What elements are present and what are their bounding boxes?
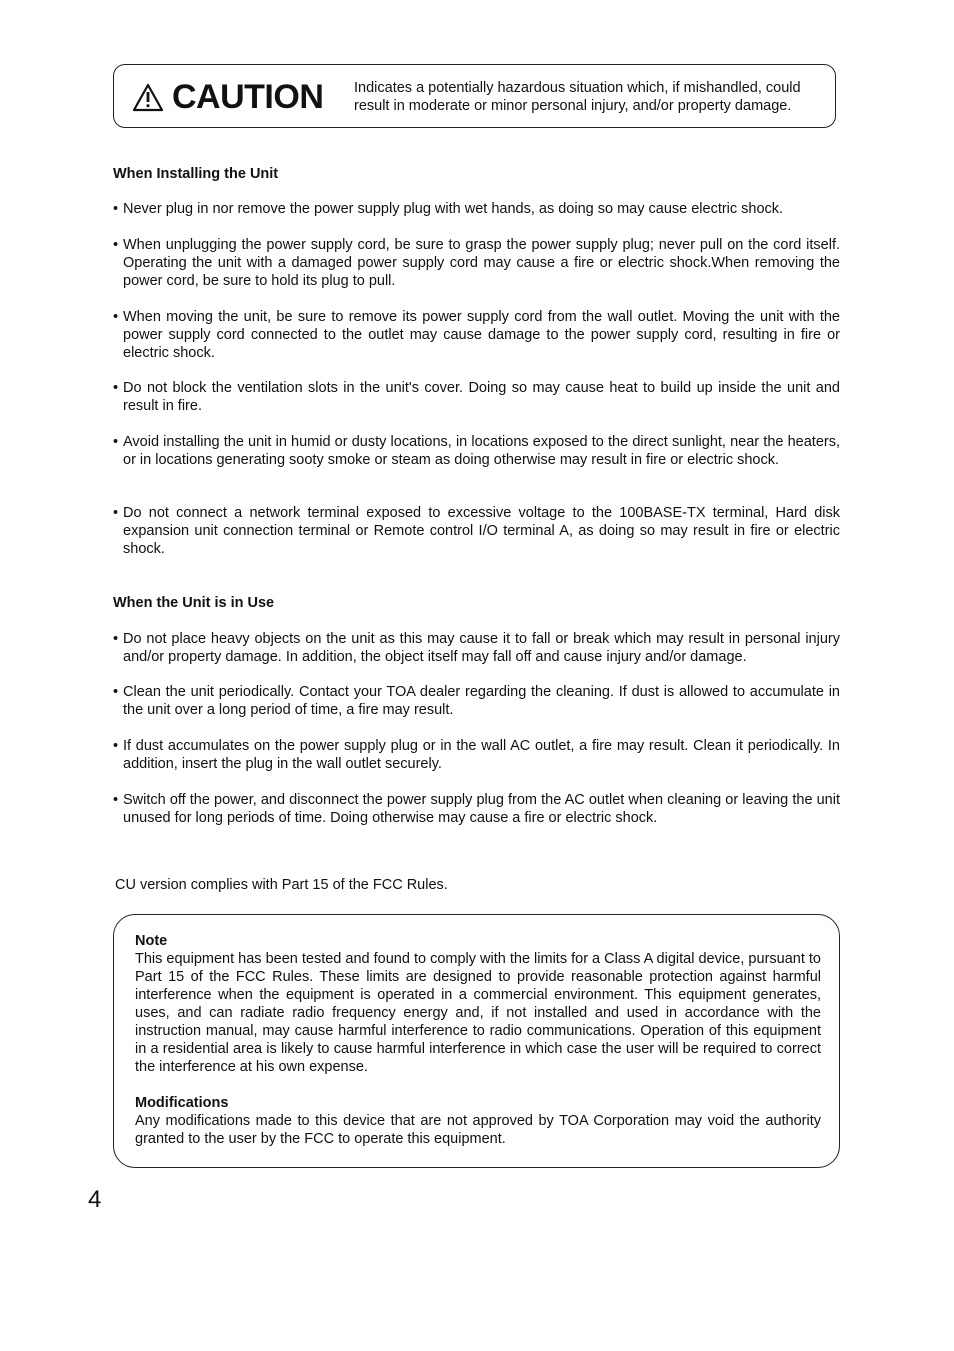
modifications-body: Any modifications made to this device that are not approved by TOA Corporation may void the authority granted to the user by the FCC to operate this equipment.	[135, 1113, 821, 1147]
installing-bullet	[113, 200, 840, 218]
bullet-dot: •	[113, 380, 119, 396]
installing-heading: When Installing the Unit	[113, 166, 279, 182]
installing-bullet	[113, 308, 840, 362]
note-body: This equipment has been tested and found to comply with the limits for a Class A digital device, pursuant to Part 15 of the FCC Rules. These limits are designed to provide reasonable protection against harmful interference when the equipment is operated in a commercial environment. This equipment generates, uses, and can radiate radio frequency energy and, if not installed and used in accordance with the instruction manual, may cause harmful interference to radio communications. Operation of this equipment in a residential area is likely to cause harmful interference in which case the user will be required to correct the interference at his own expense.	[135, 951, 821, 1075]
bullet-dot: •	[113, 201, 119, 217]
fcc-note-box	[113, 914, 840, 1168]
bullet-text: Do not connect a network terminal exposed to excessive voltage to the 100BASE-TX terminal, Hard disk expansion unit connection terminal or Remote control I/O terminal A, as doing so may result in fire or electric shock.	[123, 505, 840, 557]
bullet-text: When unplugging the power supply cord, be sure to grasp the power supply plug; never pull on the cord itself. Operating the unit with a damaged power supply cord may cause a fire or electric shock.When removing the power cord, be sure to hold its plug to pull.	[123, 237, 840, 289]
bullet-dot: •	[113, 684, 119, 700]
bullet-text: Clean the unit periodically. Contact your TOA dealer regarding the cleaning. If dust is allowed to accumulate in the unit over a long period of time, a fire may result.	[123, 684, 840, 718]
bullet-text: Switch off the power, and disconnect the power supply plug from the AC outlet when cleaning or leaving the unit unused for long periods of time. Doing otherwise may cause a fire or electric shock.	[123, 792, 840, 826]
warning-triangle-icon	[132, 83, 164, 112]
in-use-heading: When the Unit is in Use	[113, 595, 275, 611]
installing-bullet	[113, 504, 840, 558]
bullet-dot: •	[113, 505, 119, 521]
bullet-dot: •	[113, 738, 119, 754]
installing-bullet	[113, 433, 840, 469]
bullet-dot: •	[113, 631, 119, 647]
note-content	[135, 932, 821, 1148]
in-use-bullet	[113, 683, 840, 719]
caution-word: CAUTION	[172, 78, 324, 116]
page-number: 4	[88, 1186, 102, 1213]
bullet-text: If dust accumulates on the power supply plug or in the wall AC outlet, a fire may result. Clean it periodically. In addition, insert the plug in the wall outlet securely.	[123, 738, 840, 772]
bullet-text: Do not block the ventilation slots in the unit's cover. Doing so may cause heat to build up inside the unit and result in fire.	[123, 380, 840, 414]
caution-title	[132, 78, 323, 116]
bullet-dot: •	[113, 792, 119, 808]
installing-bullet	[113, 236, 840, 290]
bullet-text: Avoid installing the unit in humid or dusty locations, in locations exposed to the direct sunlight, near the heaters, or in locations generating sooty smoke or steam as doing otherwise may result in fire or electric shock.	[123, 434, 840, 468]
note-heading: Note	[135, 933, 168, 949]
fcc-statement: CU version complies with Part 15 of the FCC Rules.	[115, 877, 448, 893]
caution-description: Indicates a potentially hazardous situation which, if mishandled, could result in moderate or minor personal injury, and/or property damage.	[354, 80, 801, 114]
bullet-dot: •	[113, 434, 119, 450]
in-use-bullet	[113, 630, 840, 666]
installing-bullet	[113, 379, 840, 415]
bullet-dot: •	[113, 237, 119, 253]
bullet-text: Never plug in nor remove the power supply plug with wet hands, as doing so may cause electric shock.	[123, 201, 784, 217]
in-use-bullet	[113, 737, 840, 773]
bullet-text: When moving the unit, be sure to remove its power supply cord from the wall outlet. Moving the unit with the power supply cord connected to the outlet may cause damage to the power supply cord, resulting in fire or electric shock.	[123, 309, 840, 361]
bullet-dot: •	[113, 309, 119, 325]
bullet-text: Do not place heavy objects on the unit as this may cause it to fall or break which may result in personal injury and/or property damage. In addition, the object itself may fall off and cause injury and/or damage.	[123, 631, 840, 665]
in-use-bullet	[113, 791, 840, 827]
caution-box	[113, 64, 836, 128]
modifications-heading: Modifications	[135, 1095, 229, 1111]
